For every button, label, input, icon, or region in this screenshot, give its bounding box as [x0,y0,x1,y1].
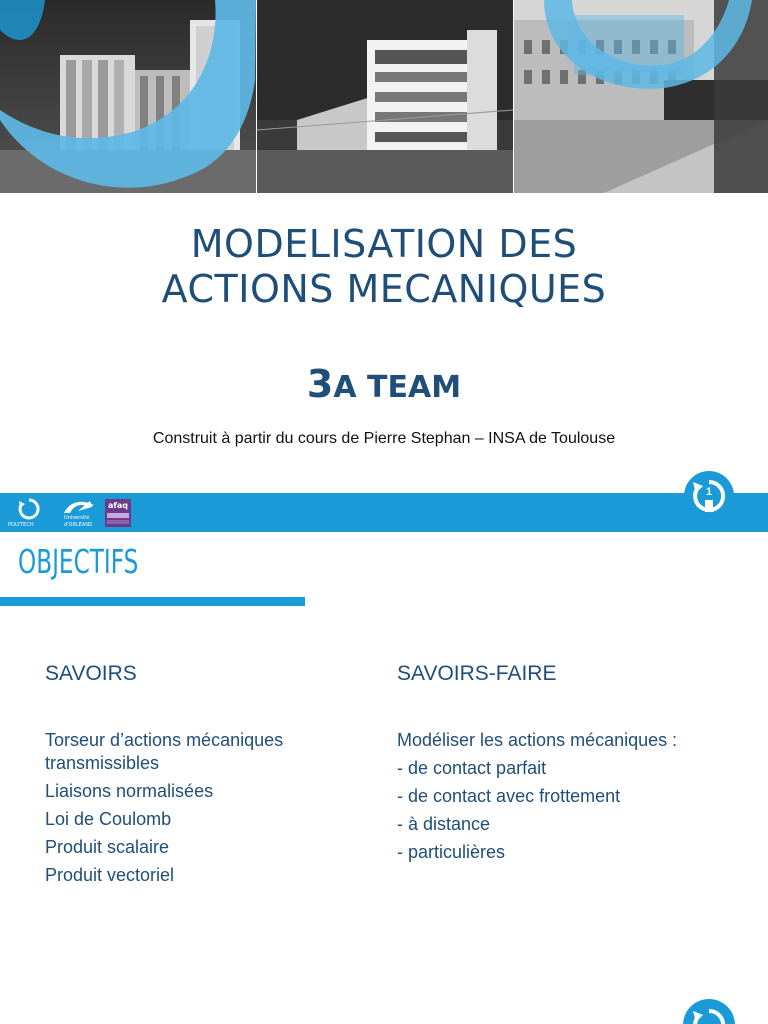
polytech-logo-text: POLYTECH [8,522,34,528]
list-item: Torseur d’actions mécaniques transmissibles [45,730,284,773]
objectives-title: OBJECTIFS [18,542,139,581]
team-rest: A TEAM [333,370,462,405]
list-item: - de contact parfait [397,758,547,778]
presentation-title [0,222,768,312]
savoirs-faire-heading: SAVOIRS-FAIRE [397,662,557,685]
polytech-logo-icon [6,497,52,529]
list-item: Produit scalaire [45,837,170,857]
header-photo-strip [0,0,768,193]
savoirs-list [45,729,345,887]
list-item: Liaisons normalisées [45,781,214,801]
list-item: Produit vectoriel [45,865,175,885]
building-photo-1 [0,0,256,193]
slide-logo-icon [682,998,736,1024]
savoirs-faire-list [397,729,747,864]
list-item: Loi de Coulomb [45,809,172,829]
title-line-1: MODELISATION DES [190,222,578,266]
team-subtitle [0,362,768,406]
title-underline [0,597,305,606]
list-item: - de contact avec frottement [397,786,621,806]
objectives-slide [0,532,768,1024]
list-item: Modéliser les actions mécaniques : [397,730,678,750]
course-credit: Construit à partir du cours de Pierre Stephan – INSA de Toulouse [152,430,616,447]
list-item: - à distance [397,814,491,834]
university-logo-text-2: d'ORLÉANS [64,522,93,528]
savoirs-faire-column [397,660,747,869]
university-logo-text-1: Université [64,515,90,521]
title-line-2: ACTIONS MECANIQUES [161,267,607,311]
savoirs-column [45,660,345,892]
page-number-badge [683,470,735,522]
page-number: 1 [705,486,713,498]
list-item: - particulières [397,842,506,862]
team-prefix: 3 [306,362,334,406]
university-logo-icon [60,497,100,529]
building-photo-2 [257,0,513,193]
building-photo-3 [514,0,768,193]
afaq-logo-text: afaq [108,501,129,510]
savoirs-heading: SAVOIRS [45,662,137,685]
afaq-certification-logo-icon [105,499,131,527]
